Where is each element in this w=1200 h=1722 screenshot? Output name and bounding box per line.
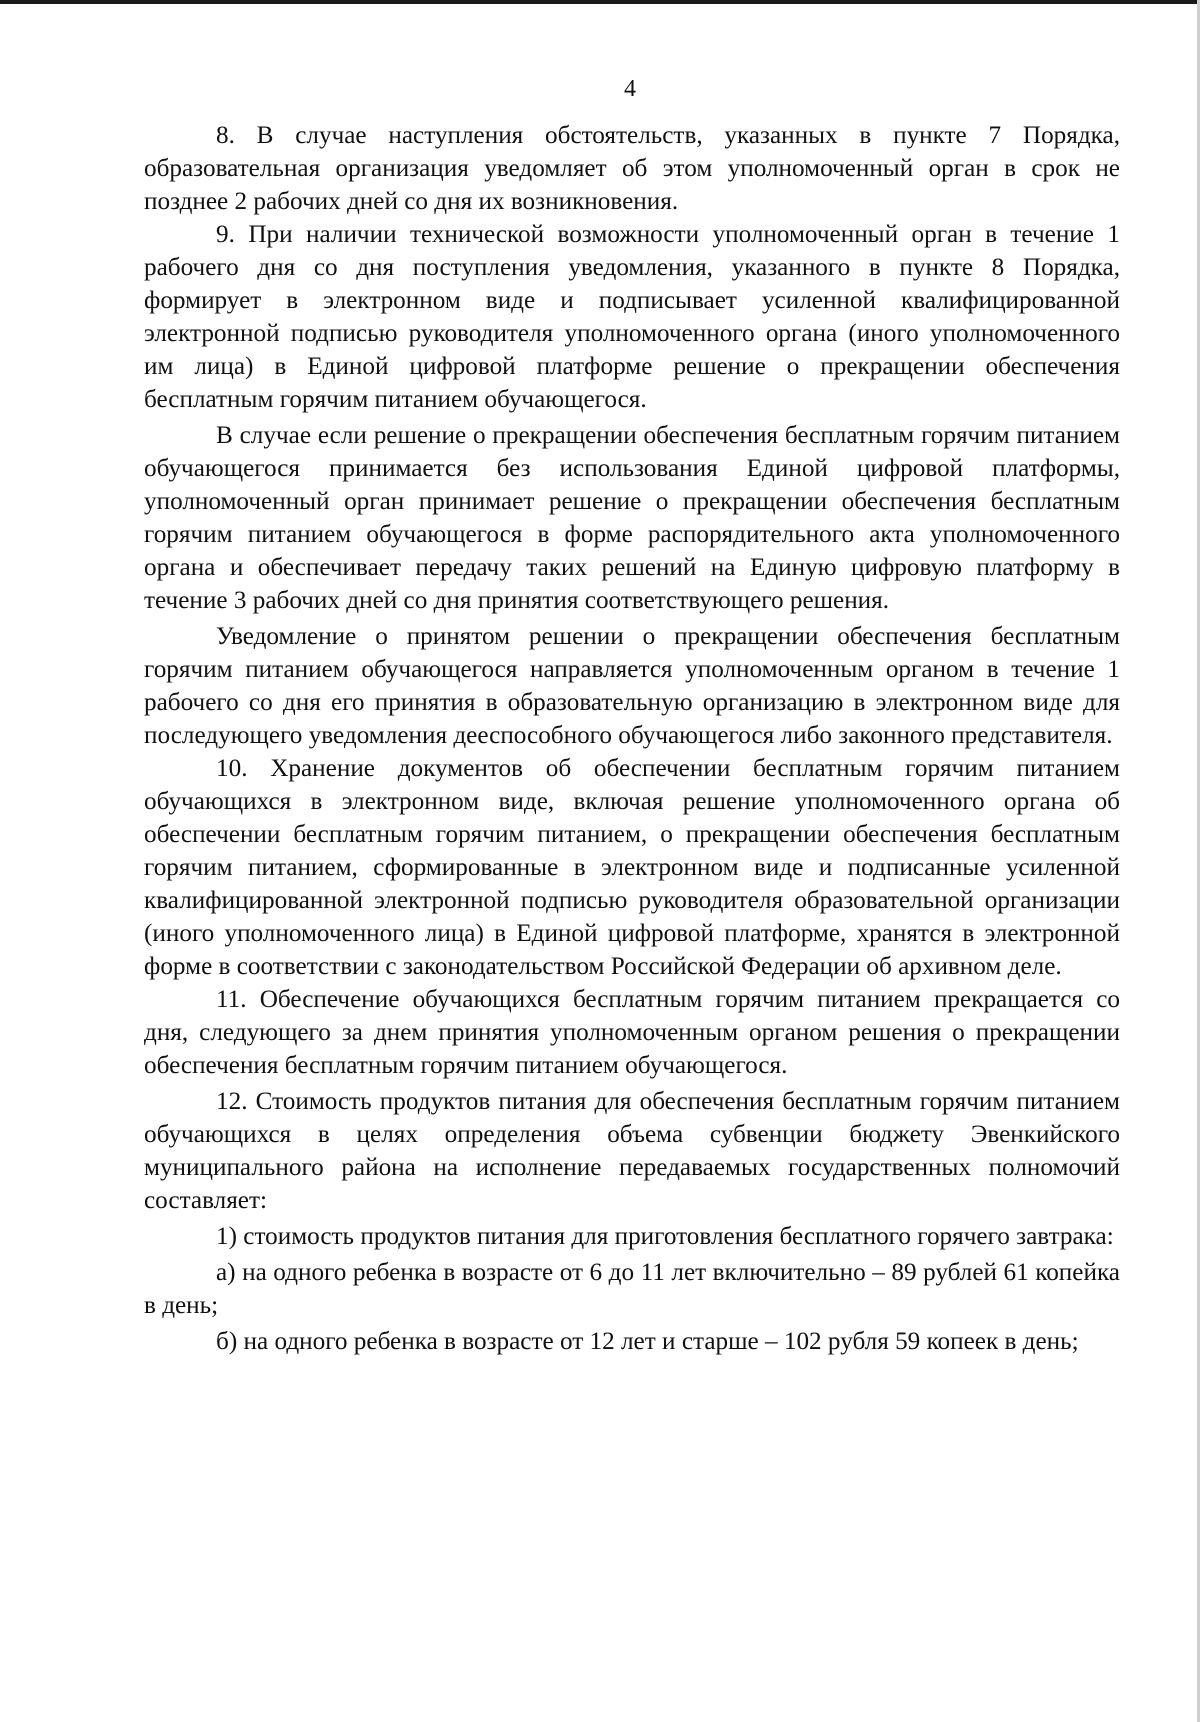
paragraph-9-unified-platform: В случае если решение о прекращении обеспечения бесплатным горячим питанием обучающегося принимается без использования Единой цифровой платформы, уполномоченный орган принимает решение о прекращении обеспечения бесплатным горячим питанием обучающегося в форме распорядительного акта уполномоченного органа и обеспечивает передачу таких решений на Единую цифровую платформу в течение 3 рабочих дней со дня принятия соответствующего решения. xyxy=(144,422,1120,614)
paragraph-9: 9. При наличии технической возможности уполномоченный орган в течение 1 рабочего дня со дня поступления уведомления, указанного в пункте 8 Порядка, формирует в электронном виде и подписывает усиленной квалифицированной электронной подписью руководителя уполномоченного органа (иного уполномоченного им лица) в Единой цифровой платформе решение о прекращении обеспечения бесплатным горячим питанием обучающегося. xyxy=(144,221,1120,413)
paragraph-12-item-1b: б) на одного ребенка в возрасте от 12 лет и старше – 102 рубля 59 копеек в день; xyxy=(216,1328,1079,1355)
scan-top-edge xyxy=(0,0,1200,4)
paragraph-11: 11. Обеспечение обучающихся бесплатным горячим питанием прекращается со дня, следующего за днем принятия уполномоченным органом решения о прекращении обеспечения бесплатным горячим питанием обучающегося. xyxy=(144,986,1120,1079)
paragraph-12-item-1a: а) на одного ребенка в возрасте от 6 до 11 лет включительно – 89 рублей 61 копейка в день; xyxy=(144,1259,1120,1319)
paragraph-9-notification: Уведомление о принятом решении о прекращении обеспечения бесплатным горячим питанием обучающегося направляется уполномоченным органом в течение 1 рабочего со дня его принятия в образовательную организацию в электронном виде для последующего уведомления дееспособного обучающегося либо законного представителя. xyxy=(144,623,1120,749)
paragraph-10: 10. Хранение документов об обеспечении бесплатным горячим питанием обучающихся в электронном виде, включая решение уполномоченного органа об обеспечении бесплатным горячим питанием, о прекращении обеспечения бесплатным горячим питанием, сформированные в электронном виде и подписанные усиленной квалифицированной электронной подписью руководителя образовательной организации (иного уполномоченного лица) в Единой цифровой платформе, хранятся в электронной форме в соответствии с законодательством Российской Федерации об архивном деле. xyxy=(144,755,1120,980)
paragraph-12-item-1: 1) стоимость продуктов питания для приготовления бесплатного горячего завтрака: xyxy=(216,1223,1114,1250)
paragraph-8: 8. В случае наступления обстоятельств, указанных в пункте 7 Порядка, образовательная организация уведомляет об этом уполномоченный орган в срок не позднее 2 рабочих дней со дня их возникновения. xyxy=(144,122,1120,215)
document-body xyxy=(144,119,1120,1358)
paragraph-12: 12. Стоимость продуктов питания для обеспечения бесплатным горячим питанием обучающихся в целях определения объема субвенции бюджету Эвенкийского муниципального района на исполнение передаваемых государственных полномочий составляет: xyxy=(144,1088,1120,1214)
page-number: 4 xyxy=(624,76,636,102)
